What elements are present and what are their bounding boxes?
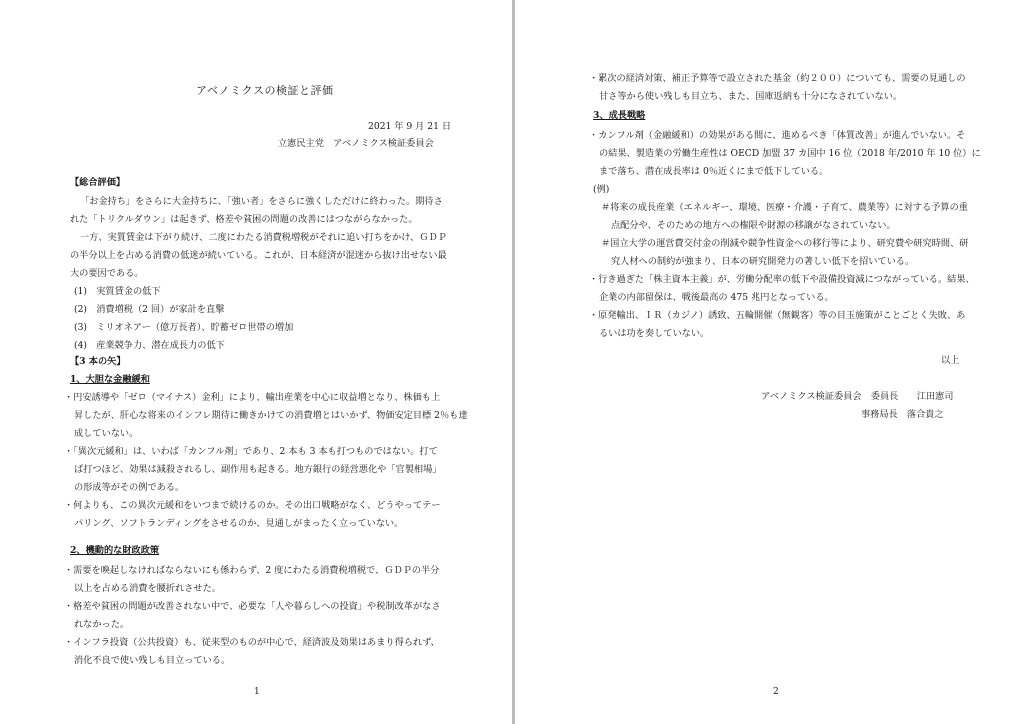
section-1-bullet-2: ・「異次元緩和」は、いわば「カンフル剤」であり、2 本も 3 本も打つものではない。打て ば打つほど、効果は減殺されるし、副作用も起きる。地方銀行の経営悪化や「官製相場」 の形成等がその例である。 <box>64 446 442 493</box>
section-3-bullet-1: ・カンフル剤（金融緩和）の効果がある間に、進めるべき「体質改善」が進んでいない。そ の結果、製造業の労働生産性は OECD 加盟 37 カ国中 16 位（2018 年/2010 年 10 位）に まで落ち、潜在成長率は 0％近くにまで低下している。 <box>589 130 981 177</box>
document-author: 立憲民主党 アベノミクス検証委員会 <box>278 138 434 149</box>
document-title: アベノミクスの検証と評価 <box>196 84 334 97</box>
example-2: ＃国立大学の運営費交付金の削減や競争性資金への移行等により、研究費や研究時間、研 究人材への制約が強まり、日本の研究開発力の著しい低下を招いている。 <box>601 238 969 267</box>
summary-point: (1) 実質賃金の低下 <box>74 286 161 297</box>
section-2-heading: 2、機動的な財政政策 <box>70 545 160 556</box>
example-1: ＃将来の成長産業（エネルギー、環境、医療・介護・子育て、農業等）に対する予算の重 点配分や、そのための地方への権限や財源の移譲がなされていない。 <box>601 202 968 231</box>
example-label: (例) <box>593 184 610 195</box>
page-number-1: 1 <box>254 687 260 697</box>
section-1-heading: 1、大胆な金融緩和 <box>70 374 150 385</box>
summary-point: (4) 産業競争力、潜在成長力の低下 <box>74 340 225 351</box>
closing-remark: 以上 <box>941 355 960 366</box>
page-number-2: 2 <box>773 687 779 697</box>
section-1-bullet-3: ・何よりも、この異次元緩和をいつまで続けるのか。その出口戦略がなく、どうやってテー パリング、ソフトランディングをさせるのか、見通しがまったく立っていない。 <box>64 500 441 529</box>
signature-line-2: 事務局長 落合貴之 <box>861 409 944 420</box>
overall-heading: 【総合評価】 <box>70 177 126 188</box>
three-arrows-heading: 【3 本の矢】 <box>70 356 126 367</box>
summary-points <box>74 283 293 355</box>
section-1-bullet-1: ・円安誘導や「ゼロ（マイナス）金利」により、輸出産業を中心に収益増となり、株価も上 昇したが、肝心な将来のインフレ期待に働きかけての消費増とはいかず、物価安定目標 2％も達 成していない。 <box>64 392 468 439</box>
page-2 <box>515 0 1024 724</box>
section-2-bullet-1: ・需要を喚起しなければならないにも係わらず、2 度にわたる消費税増税で、ＧＤＰの半分 以上を占める消費を腰折れさせた。 <box>64 565 440 594</box>
signature-line-1: アベノミクス検証委員会 委員長 江田憲司 <box>761 391 954 402</box>
overall-paragraph-2: 一方、実質賃金は下がり続け、二度にわたる消費税増税がそれに追い打ちをかけ、ＧＤＰ の半分以上を占める消費の低迷が続いている。これが、日本経済が混迷から抜け出せない最 大の要因である。 <box>70 232 447 279</box>
section-2-bullet-3: ・インフラ投資（公共投資）も、従来型のものが中心で、経済波及効果はあまり得られず、 消化不良で使い残しも目立っている。 <box>64 637 440 666</box>
section-3-heading: 3、成長戦略 <box>593 110 646 121</box>
section-3-bullet-2: ・行き過ぎた「株主資本主義」が、労働分配率の低下や設備投資減につながっている。結果、 企業の内部留保は、戦後最高の 475 兆円となっている。 <box>589 274 975 303</box>
section-3-bullet-3: ・原発輸出、ＩＲ（カジノ）誘致、五輪開催（無観客）等の目玉施策がことごとく失敗、あ るいは功を奏していない。 <box>589 310 966 339</box>
section-2-bullet-2: ・格差や貧困の問題が改善されない中で、必要な「人や暮らしへの投資」や税制改革がなさ れなかった。 <box>64 601 441 630</box>
summary-point: (2) 消費増税（2 回）が家計を直撃 <box>74 304 225 315</box>
page2-top-bullet: ・累次の経済対策、補正予算等で設立された基金（約２００）についても、需要の見通しの 甘さ等から使い残しも目立ち、また、国庫返納も十分になされていない。 <box>589 73 966 102</box>
document-date: 2021 年 9 月 21 日 <box>368 121 452 132</box>
overall-paragraph-1: 「お金持ち」をさらに大金持ちに、「強い者」をさらに強くしただけに終わった。期待さ れた「トリクルダウン」は起きず、格差や貧困の問題の改善にはつながらなかった。 <box>70 196 443 225</box>
summary-point: (3) ミリオネアー（億万長者）、貯蓄ゼロ世帯の増加 <box>74 322 294 333</box>
